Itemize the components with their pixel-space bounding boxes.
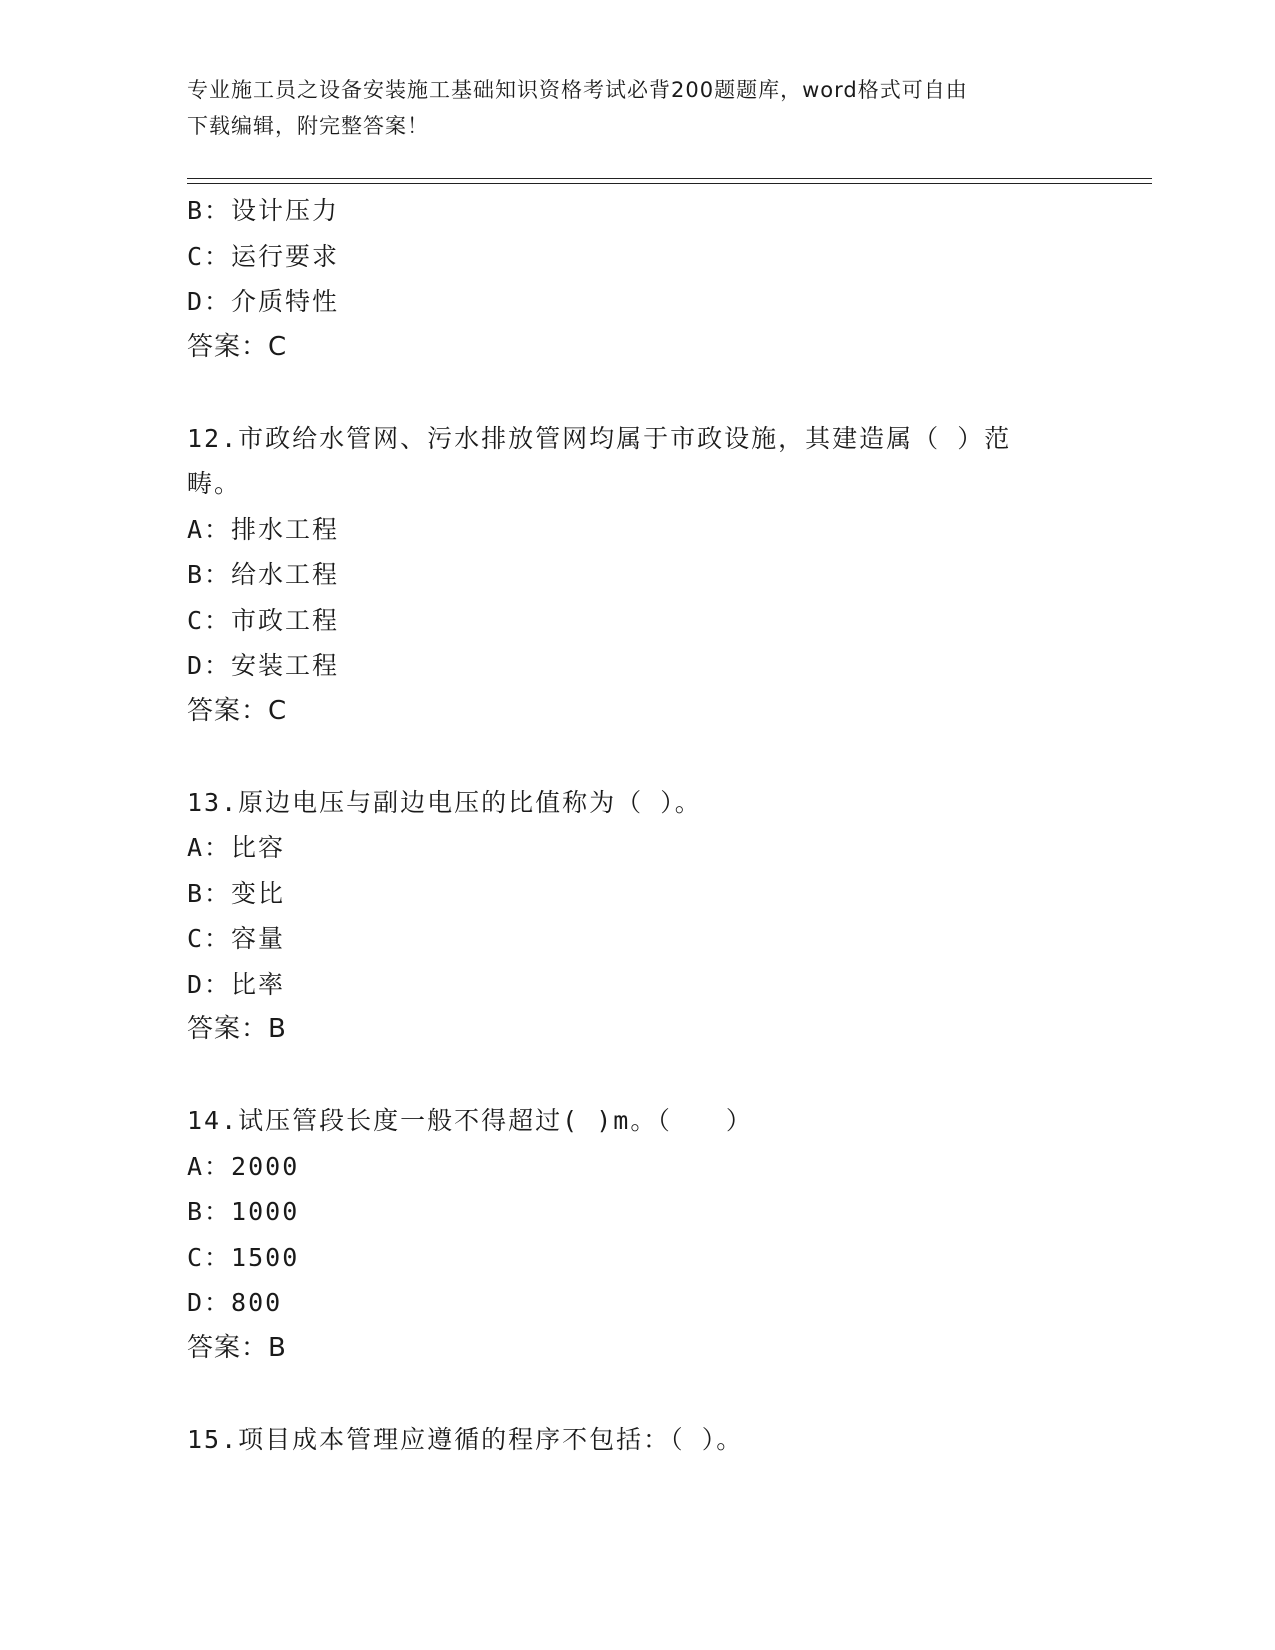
header-divider-bottom bbox=[187, 183, 1152, 184]
question-text: 12.市政给水管网、污水排放管网均属于市政设施，其建造属（ ）范 bbox=[187, 423, 1012, 453]
option-c: C：市政工程 bbox=[187, 605, 340, 635]
header-divider-top bbox=[187, 178, 1152, 179]
option-d: D：800 bbox=[187, 1288, 283, 1317]
option-c: C：1500 bbox=[187, 1242, 300, 1272]
option-d: D：比率 bbox=[187, 969, 286, 999]
option-b: B：设计压力 bbox=[187, 196, 340, 225]
question-text: 15.项目成本管理应遵循的程序不包括：（ ）。 bbox=[187, 1424, 744, 1454]
question-13 bbox=[187, 780, 1087, 1053]
question-11-continued bbox=[187, 188, 1087, 370]
option-c: C：运行要求 bbox=[187, 241, 340, 271]
option-b: B：1000 bbox=[187, 1197, 300, 1226]
answer-line: 答案：C bbox=[187, 331, 288, 362]
option-b: B：给水工程 bbox=[187, 560, 340, 589]
header-line-1: 专业施工员之设备安装施工基础知识资格考试必背200题题库，word格式可自由 bbox=[187, 78, 968, 102]
question-text: 13.原边电压与副边电压的比值称为（ ）。 bbox=[187, 787, 702, 817]
question-text-continued: 畴。 bbox=[187, 469, 242, 498]
question-14 bbox=[187, 1098, 1087, 1371]
option-b: B：变比 bbox=[187, 878, 286, 908]
option-a: A：排水工程 bbox=[187, 514, 340, 544]
question-text: 14.试压管段长度一般不得超过( )m。（ ） bbox=[187, 1106, 753, 1135]
answer-line: 答案：B bbox=[187, 1332, 287, 1363]
answer-line: 答案：B bbox=[187, 1014, 287, 1044]
option-c: C：容量 bbox=[187, 924, 286, 953]
answer-line: 答案：C bbox=[187, 695, 288, 726]
option-a: A：比容 bbox=[187, 833, 286, 862]
question-15 bbox=[187, 1417, 1087, 1463]
question-12 bbox=[187, 416, 1087, 735]
option-a: A：2000 bbox=[187, 1151, 300, 1181]
option-d: D：介质特性 bbox=[187, 287, 340, 316]
question-list bbox=[187, 188, 1087, 1462]
option-d: D：安装工程 bbox=[187, 651, 340, 680]
document-header bbox=[187, 72, 1067, 144]
header-line-2: 下载编辑，附完整答案！ bbox=[187, 114, 429, 138]
